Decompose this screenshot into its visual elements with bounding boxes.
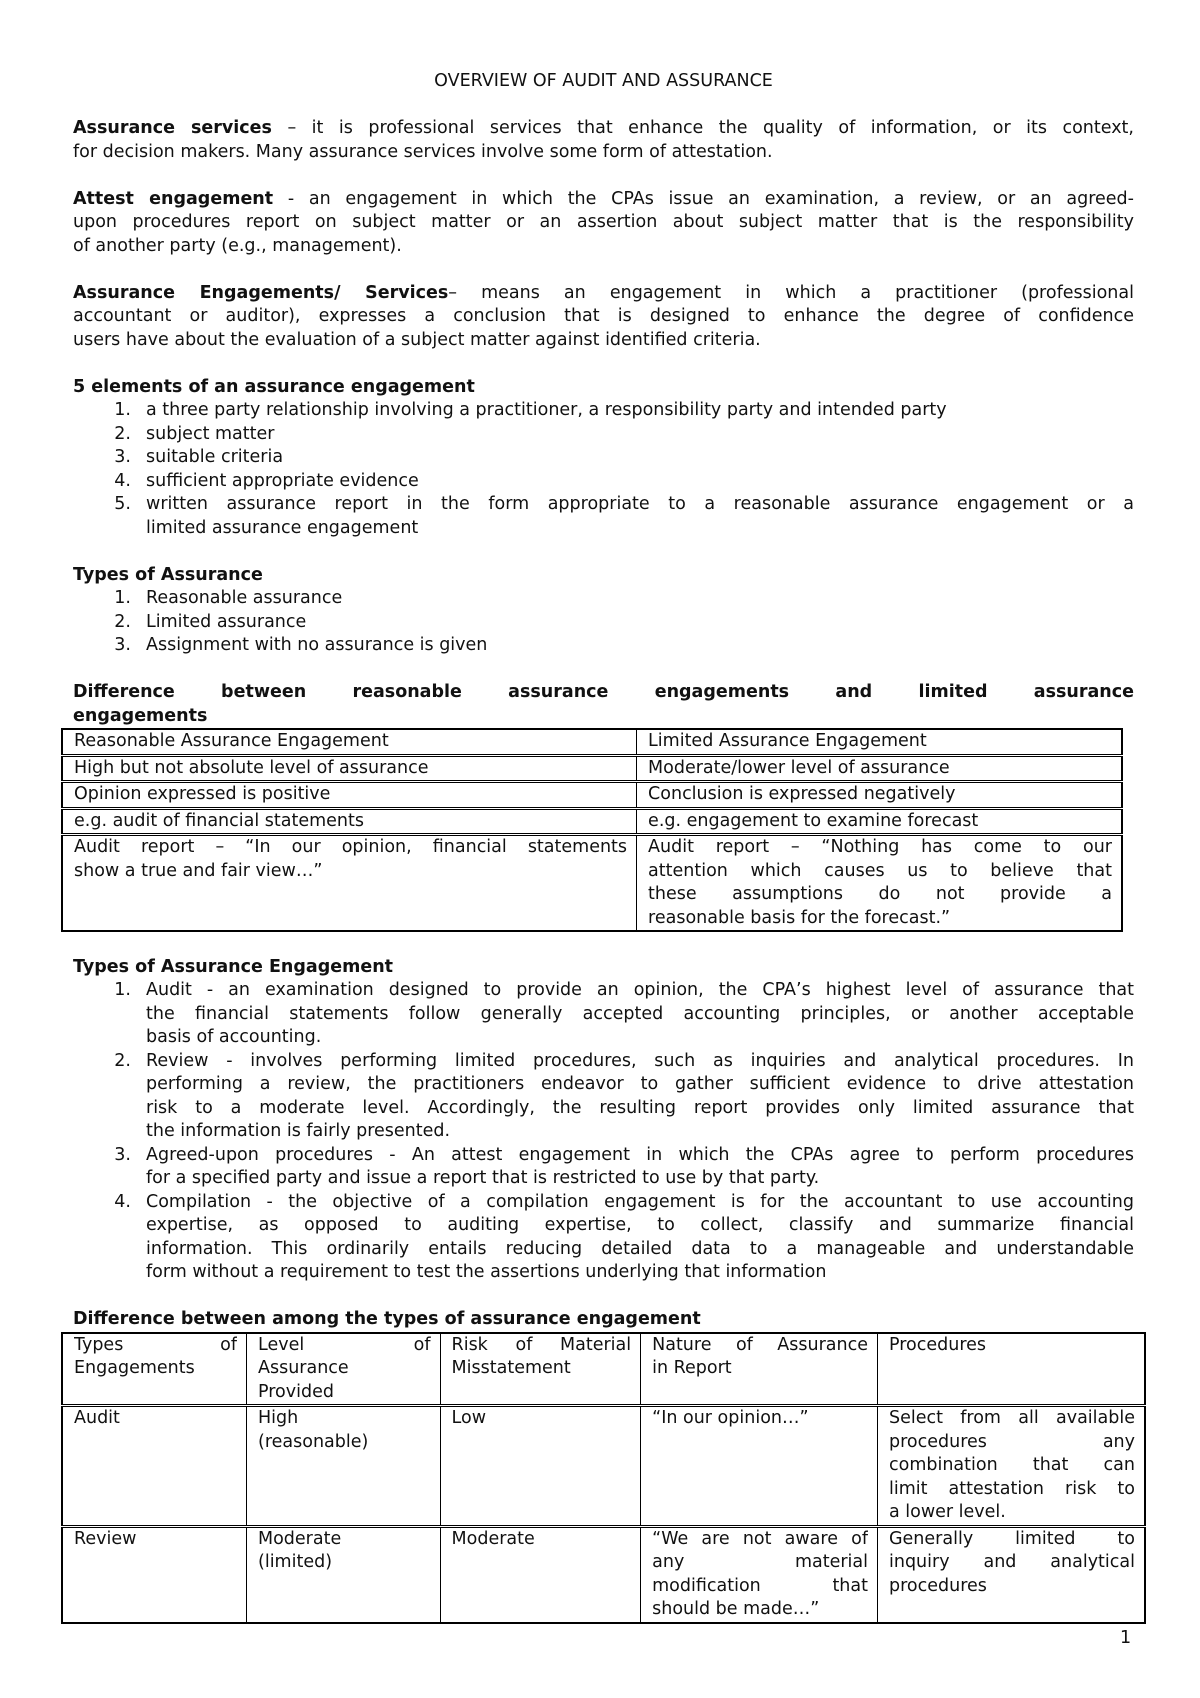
elements-list-item	[73, 423, 1134, 447]
paragraph-line	[73, 329, 1134, 353]
engagement-types-list-item	[73, 1191, 1134, 1285]
table-cell	[247, 1406, 441, 1527]
definition-term: Assurance services	[73, 118, 272, 138]
table-row	[62, 1333, 1145, 1406]
blank-line	[73, 258, 1134, 282]
table-cell	[247, 1333, 441, 1406]
definition-text: for decision makers. Many assurance services involve some form of attestation.	[73, 141, 773, 162]
table-cell	[440, 1333, 641, 1406]
definition-term: Assurance Engagements/ Services	[73, 282, 449, 303]
cell-line: Generally limited to	[888, 1528, 1135, 1549]
list-item-line: Agreed-upon procedures - An attest engagement in which the CPAs agree to perform procedures	[146, 1144, 1134, 1165]
list-number: 2.	[114, 611, 131, 632]
paragraph-line	[73, 211, 1134, 235]
blank-line	[73, 932, 1134, 956]
difference-table-heading: engagements	[73, 705, 208, 726]
assurance-types-list-item	[73, 587, 1134, 611]
elements-list-item	[73, 493, 1134, 540]
definition-text: users have about the evaluation of a subject matter against identified criteria.	[73, 329, 761, 350]
list-item-line: Assignment with no assurance is given	[146, 635, 488, 655]
cell-line: Moderate	[258, 1528, 342, 1549]
table-cell	[247, 1526, 441, 1623]
cell-line: High but not absolute level of assurance	[74, 757, 429, 778]
paragraph-line	[73, 117, 1134, 141]
cell-line: (limited)	[258, 1552, 333, 1572]
list-number: 3.	[114, 447, 131, 467]
table-cell	[877, 1333, 1145, 1406]
elements-list-heading: 5 elements of an assurance engagement	[73, 376, 475, 397]
paragraph-line	[73, 235, 1134, 259]
table-cell	[62, 1526, 247, 1623]
elements-list-item	[73, 399, 1134, 423]
table-cell	[641, 1333, 878, 1406]
assurance-types-list-heading: Types of Assurance	[73, 564, 263, 585]
table-cell	[440, 1526, 641, 1623]
list-item-line: Reasonable assurance	[146, 588, 343, 608]
definition-text: of another party (e.g., management).	[73, 235, 402, 256]
cell-line: limit attestation risk to	[888, 1478, 1135, 1499]
table-cell	[62, 782, 637, 809]
comparison-table-heading: Difference between among the types of assurance engagement	[73, 1309, 701, 1329]
page-number: 1	[1120, 1628, 1132, 1648]
cell-line: Conclusion is expressed negatively	[648, 784, 956, 804]
list-number: 2.	[114, 1050, 131, 1071]
cell-line: combination that can	[888, 1455, 1135, 1475]
definition-text: - an engagement in which the CPAs issue an examination, a review, or an agreed-	[273, 188, 1134, 209]
cell-line: Moderate/lower level of assurance	[648, 757, 950, 778]
cell-line: Reasonable Assurance Engagement	[74, 731, 389, 751]
cell-line: Audit	[74, 1408, 120, 1428]
table-cell	[440, 1406, 641, 1527]
list-item-line: Limited assurance	[146, 611, 307, 632]
cell-line: (reasonable)	[258, 1431, 369, 1452]
cell-line: Low	[451, 1408, 487, 1428]
cell-line: Audit report – “In our opinion, financial statements	[74, 837, 628, 857]
cell-line: Limited Assurance Engagement	[648, 731, 927, 751]
definition-text: – it is professional services that enhance the quality of information, or its context,	[271, 118, 1134, 138]
list-item-line: written assurance report in the form appropriate to a reasonable assurance engagement or a	[146, 494, 1134, 514]
cell-line: Level of	[258, 1334, 431, 1355]
definition-term: Attest engagement	[73, 188, 274, 209]
paragraph-line	[73, 305, 1134, 329]
cell-line: Audit report – “Nothing has come to our	[648, 837, 1112, 857]
list-item-line: information. This ordinarily entails reducing detailed data to a manageable and understandable	[146, 1238, 1134, 1259]
table-cell	[637, 782, 1122, 809]
cell-line: reasonable basis for the forecast.”	[648, 907, 951, 928]
engagement-types-list-item	[73, 1050, 1134, 1144]
table-cell	[637, 755, 1122, 782]
cell-line: inquiry and analytical	[888, 1552, 1135, 1572]
list-item-line: Review - involves performing limited procedures, such as inquiries and analytical procedures. In	[146, 1050, 1134, 1071]
elements-list-item	[73, 470, 1134, 494]
table-row	[62, 1406, 1145, 1527]
cell-line: Procedures	[888, 1334, 987, 1355]
cell-line: any material	[652, 1552, 868, 1572]
table-cell	[62, 1333, 247, 1406]
list-number: 3.	[114, 635, 131, 655]
table-row	[62, 729, 1122, 755]
cell-line: e.g. engagement to examine forecast	[648, 810, 979, 831]
cell-line: Assurance	[258, 1358, 349, 1378]
list-number: 5.	[114, 494, 131, 514]
paragraph-line	[73, 141, 1134, 165]
paragraph-line	[73, 188, 1134, 212]
cell-line: “In our opinion…”	[652, 1408, 809, 1428]
reasonable-vs-limited-table	[61, 728, 1123, 932]
engagement-types-list-heading: Types of Assurance Engagement	[73, 956, 394, 977]
elements-list-item	[73, 446, 1134, 470]
blank-line	[73, 540, 1134, 564]
cell-line: Opinion expressed is positive	[74, 784, 331, 804]
list-number: 4.	[114, 1191, 131, 1212]
cell-line: a lower level.	[888, 1502, 1006, 1522]
definition-paragraph	[73, 188, 1134, 259]
list-number: 1.	[114, 980, 131, 1000]
table-row	[62, 782, 1122, 809]
list-item-line: the information is fairly presented.	[146, 1121, 451, 1141]
list-item-line: performing a review, the practitioners endeavor to gather sufficient evidence to drive attestation	[146, 1074, 1134, 1094]
difference-table-heading: Difference between reasonable assurance engagements and limited assurance	[73, 682, 1134, 702]
table-row	[62, 755, 1122, 782]
definition-paragraph	[73, 282, 1134, 353]
cell-line: Nature of Assurance	[652, 1334, 868, 1355]
assurance-types-list-item	[73, 611, 1134, 635]
cell-line: Review	[74, 1528, 137, 1549]
table-cell	[62, 1406, 247, 1527]
cell-line: “We are not aware of	[652, 1528, 868, 1549]
list-number: 4.	[114, 470, 131, 491]
cell-line: modification that	[652, 1575, 868, 1596]
paragraph-line	[73, 282, 1134, 306]
table-cell	[637, 835, 1122, 932]
list-item-line: suitable criteria	[146, 447, 284, 467]
table-cell	[62, 729, 637, 755]
definition-text: accountant or auditor), expresses a conclusion that is designed to enhance the degree of confidence	[73, 306, 1134, 326]
list-number: 1.	[114, 400, 131, 420]
cell-line: in Report	[652, 1358, 732, 1378]
list-number: 3.	[114, 1144, 131, 1165]
list-item-line: limited assurance engagement	[146, 517, 419, 538]
table-cell	[62, 835, 637, 932]
cell-line: Engagements	[74, 1358, 195, 1378]
list-item-line: Compilation - the objective of a compilation engagement is for the accountant to use accounting	[146, 1191, 1134, 1212]
assurance-types-list-item	[73, 634, 1134, 658]
table-cell	[62, 808, 637, 835]
blank-line	[73, 164, 1134, 188]
list-number: 2.	[114, 423, 131, 444]
table-cell	[637, 729, 1122, 755]
cell-line: Provided	[258, 1381, 334, 1402]
list-item-line: sufficient appropriate evidence	[146, 470, 419, 491]
table-cell	[637, 808, 1122, 835]
blank-line	[73, 658, 1134, 682]
cell-line: procedures	[888, 1575, 987, 1596]
table-cell	[877, 1526, 1145, 1623]
cell-line: procedures any	[888, 1431, 1135, 1452]
cell-line: Moderate	[451, 1528, 535, 1549]
blank-line	[73, 352, 1134, 376]
list-item-line: expertise, as opposed to auditing expertise, to collect, classify and summarize financial	[146, 1215, 1134, 1235]
table-cell	[641, 1526, 878, 1623]
engagement-types-list-item	[73, 979, 1134, 1050]
cell-line: these assumptions do not provide a	[648, 884, 1112, 904]
cell-line: show a true and fair view…”	[74, 860, 323, 881]
list-item-line: for a specified party and issue a report that is restricted to use by that party.	[146, 1168, 820, 1188]
list-item-line: form without a requirement to test the assertions underlying that information	[146, 1262, 827, 1282]
list-item-line: basis of accounting.	[146, 1027, 322, 1047]
definition-text: – means an engagement in which a practitioner (professional	[448, 282, 1134, 303]
cell-line: Select from all available	[888, 1408, 1135, 1428]
blank-line	[73, 1285, 1134, 1309]
definition-text: upon procedures report on subject matter or an assertion about subject matter that is the responsibility	[73, 212, 1134, 232]
list-item-line: a three party relationship involving a practitioner, a responsibility party and intended party	[146, 400, 947, 420]
document-title: OVERVIEW OF AUDIT AND ASSURANCE	[434, 71, 773, 91]
cell-line: e.g. audit of financial statements	[74, 810, 364, 831]
list-item-line: Audit - an examination designed to provide an opinion, the CPA’s highest level of assurance that	[146, 980, 1134, 1000]
cell-line: Types of	[74, 1334, 237, 1355]
cell-line: Misstatement	[451, 1358, 571, 1378]
list-item-line: risk to a moderate level. Accordingly, the resulting report provides only limited assurance that	[146, 1097, 1134, 1118]
table-row	[62, 808, 1122, 835]
list-item-line: subject matter	[146, 423, 275, 444]
definition-paragraph	[73, 117, 1134, 164]
table-cell	[62, 755, 637, 782]
document-page	[73, 70, 1134, 1624]
table-cell	[641, 1406, 878, 1527]
engagement-comparison-table	[61, 1332, 1146, 1624]
table-cell	[877, 1406, 1145, 1527]
list-number: 1.	[114, 588, 131, 608]
cell-line: High	[258, 1408, 299, 1428]
table-row	[62, 1526, 1145, 1623]
engagement-types-list-item	[73, 1144, 1134, 1191]
cell-line: should be made…”	[652, 1599, 820, 1619]
list-item-line: the financial statements follow generally accepted accounting principles, or another acceptable	[146, 1003, 1134, 1024]
table-row	[62, 835, 1122, 932]
cell-line: attention which causes us to believe that	[648, 860, 1112, 881]
cell-line: Risk of Material	[451, 1334, 632, 1355]
blank-line	[73, 94, 1134, 118]
